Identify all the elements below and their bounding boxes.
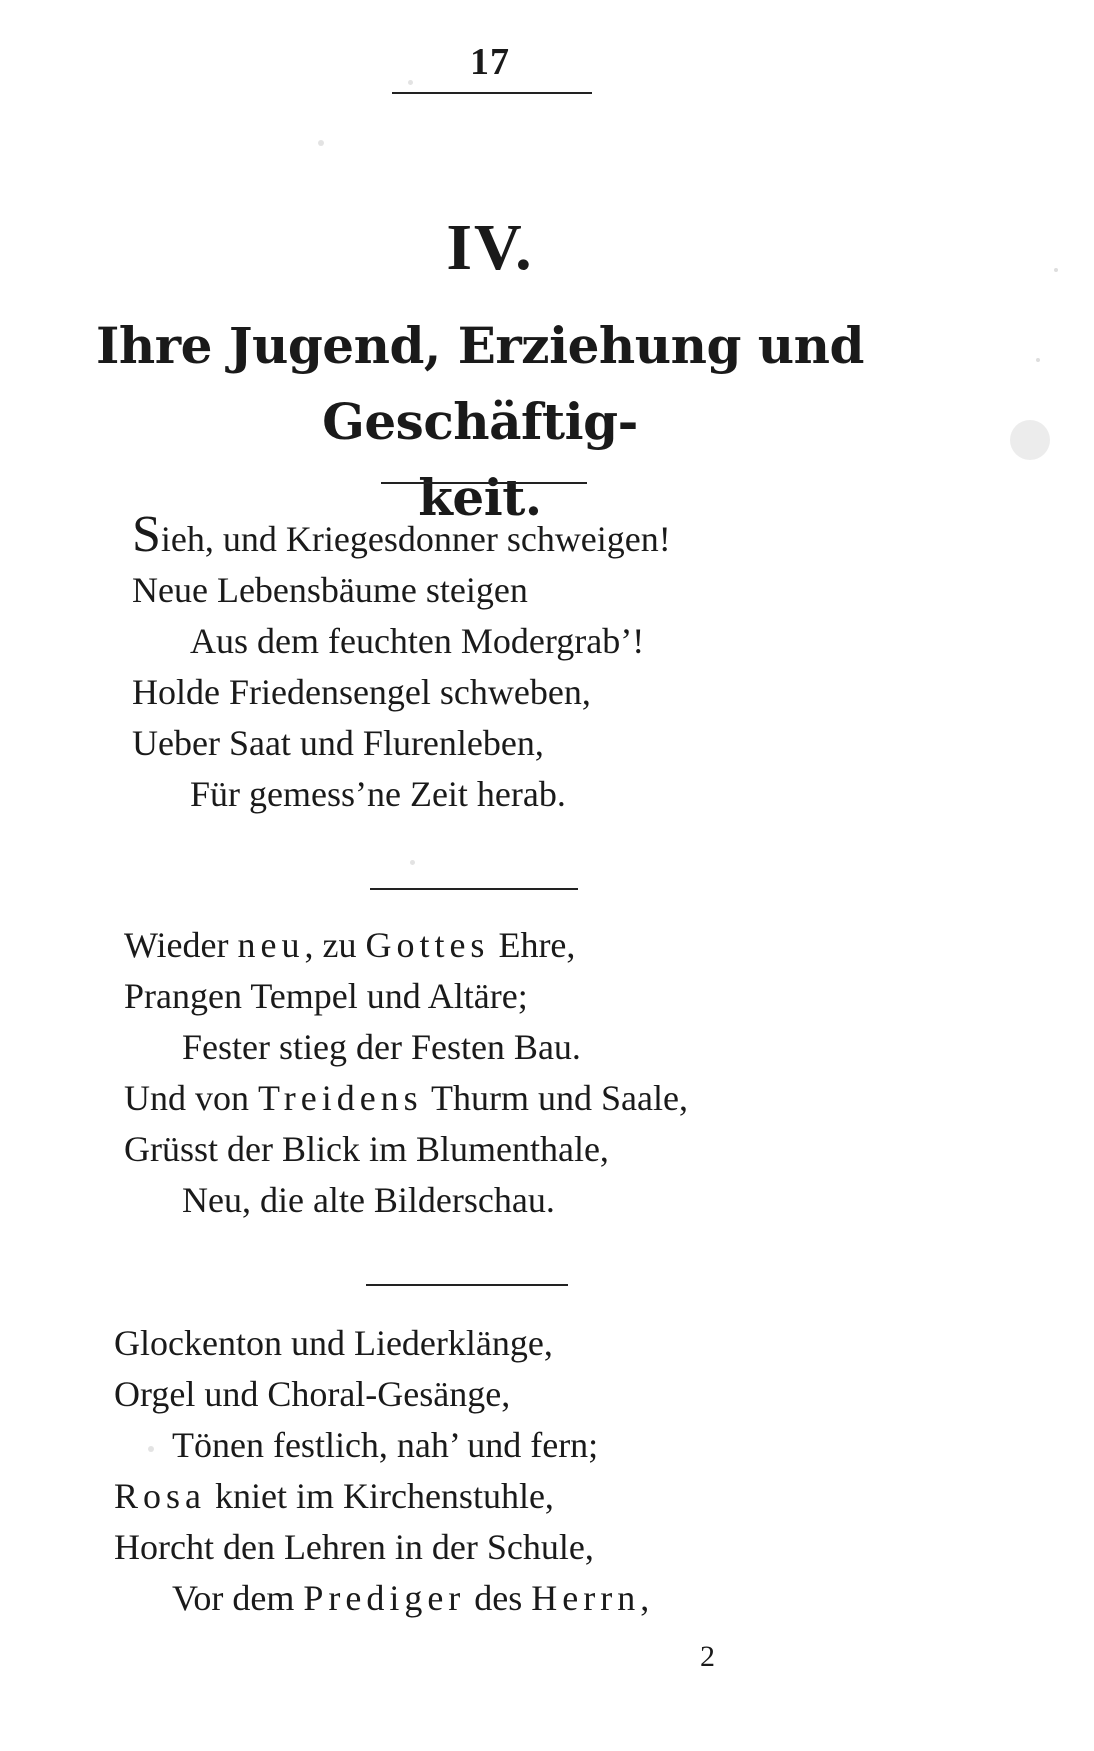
paper-speck [1054,268,1058,272]
verse-line: Ueber Saat und Flurenleben, [132,723,544,763]
verse-text: Wieder [124,925,238,965]
section-divider [366,1284,568,1286]
paper-speck [148,1446,154,1452]
paper-speck [1010,420,1050,460]
emphasized-word: Gottes [365,925,490,965]
chapter-title-line-1: Ihre Jugend, Erziehung und Geschäftig- [96,316,864,451]
verse-text: Ehre, [489,925,576,965]
chapter-title [20,308,940,536]
verse-text: , zu [304,925,366,965]
verse-text: , [640,1578,650,1618]
verse-line: Orgel und Choral-Gesänge, [114,1374,511,1414]
verse-line-indented: Neu, die alte Bilderschau. [182,1180,555,1220]
paper-speck [1036,358,1040,362]
verse-line: Prangen Tempel und Altäre; [124,976,528,1016]
verse-line [0,1471,1000,1522]
verse-text: Und von [124,1078,258,1118]
paper-speck [408,80,413,85]
section-divider [381,482,587,484]
drop-cap: S [132,506,161,563]
emphasized-word: Herrn [531,1578,641,1618]
verse-text: kniet im Kirchenstuhle, [206,1476,554,1516]
verse-line-indented: Tönen festlich, nah’ und fern; [172,1425,599,1465]
verse-line: Neue Lebensbäume steigen [132,570,528,610]
verse-text: Vor dem [172,1578,304,1618]
verse-line-indented: Fester stieg der Festen Bau. [182,1027,581,1067]
verse-text: ieh, und Kriegesdonner schweigen! [160,519,671,559]
signature-mark: 2 [700,1640,715,1673]
verse-line: Horcht den Lehren in der Schule, [114,1527,594,1567]
chapter-numeral: IV. [446,211,534,284]
paper-speck [318,140,324,146]
verse-line [0,1073,1000,1124]
stanza-3 [0,1318,1000,1624]
section-divider [370,888,578,890]
verse-line: Grüsst der Blick im Blumenthale, [124,1129,609,1169]
page-number: 17 [470,41,510,83]
stanza-1 [0,506,1000,820]
emphasized-word: Prediger [303,1578,466,1618]
verse-line-indented: Für gemess’ne Zeit herab. [190,774,566,814]
emphasized-word: neu [237,925,305,965]
chapter-title-line-2: keit. [418,468,542,527]
verse-text: des [465,1578,532,1618]
paper-speck [410,860,415,865]
emphasized-word: Rosa [114,1476,206,1516]
verse-line-indented [0,1573,1000,1624]
verse-line [0,920,1000,971]
header-rule [392,92,592,94]
verse-text: Thurm und Saale, [422,1078,688,1118]
stanza-2 [0,920,1000,1226]
emphasized-word: Treidens [258,1078,423,1118]
verse-line [0,506,1000,565]
verse-line-indented: Aus dem feuchten Modergrab’! [190,621,645,661]
verse-line: Holde Friedensengel schweben, [132,672,591,712]
verse-line: Glockenton und Liederklänge, [114,1323,553,1363]
